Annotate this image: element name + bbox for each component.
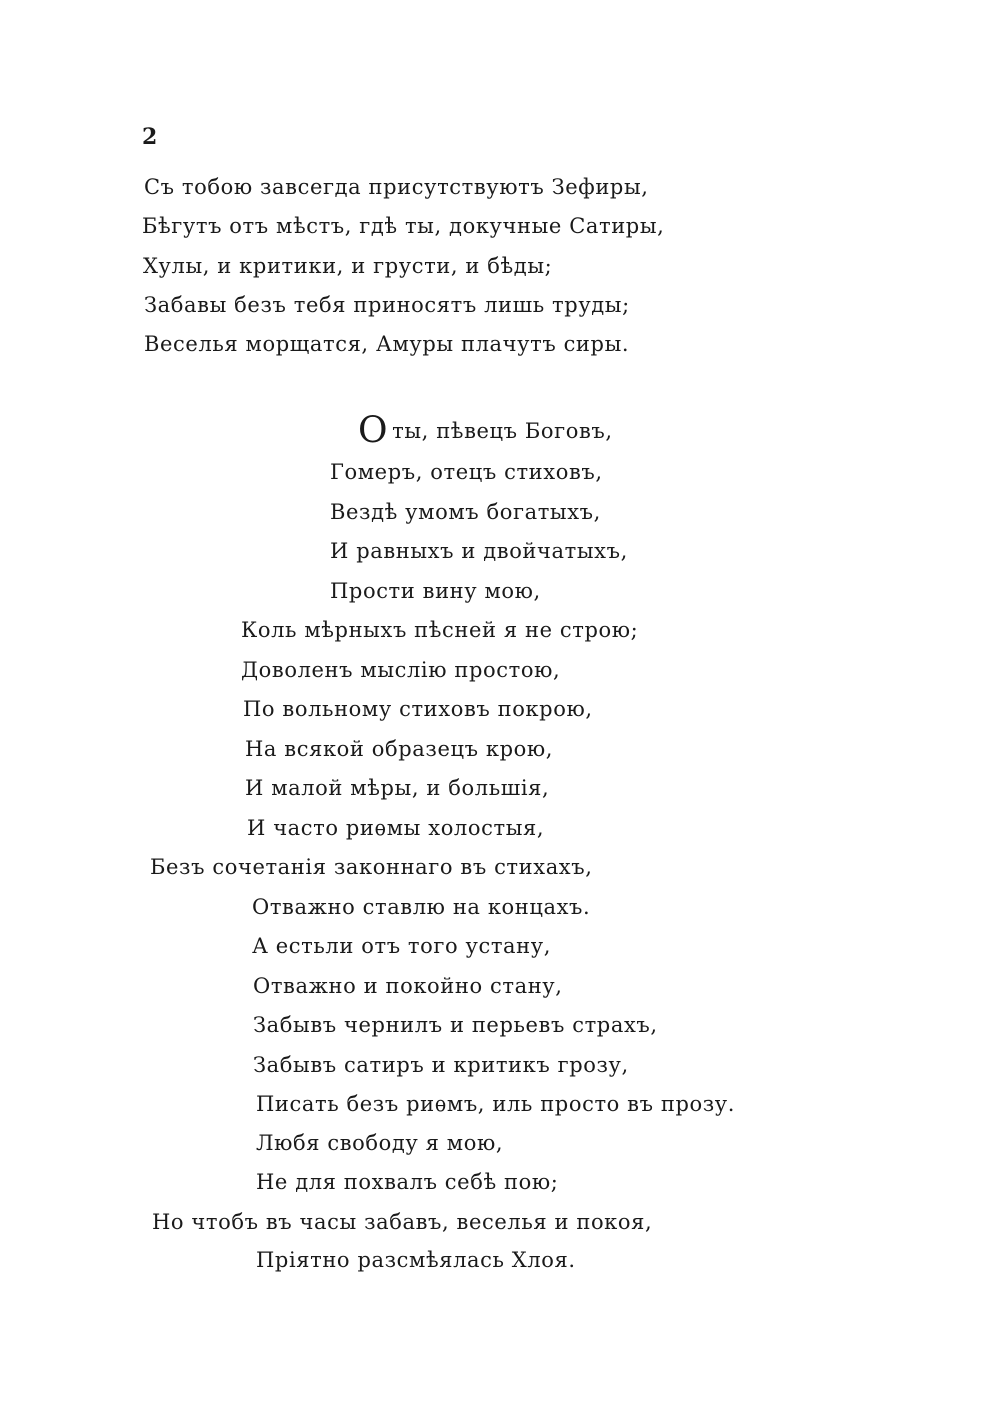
drop-cap: О <box>358 410 389 451</box>
ode-line: Любя свободу я мою, <box>256 1131 504 1155</box>
ode-line: Забывъ сатиръ и критикъ грозу, <box>253 1053 629 1077</box>
stanza-line: Съ тобою завсегда присутствуютъ Зефиры, <box>144 175 649 199</box>
ode-line: Но чтобъ въ часы забавъ, веселья и покоя, <box>152 1210 653 1234</box>
ode-line: Пріятно разсмѣялась Хлоя. <box>256 1248 576 1272</box>
page-number: 2 <box>142 124 158 150</box>
stanza-line: Веселья морщатся, Амуры плачутъ сиры. <box>144 332 630 356</box>
ode-line: Забывъ чернилъ и перьевъ страхъ, <box>253 1013 658 1037</box>
stanza-line: Бѣгутъ отъ мѣстъ, гдѣ ты, докучные Сатиры, <box>142 214 665 238</box>
ode-line: Отважно и покойно стану, <box>253 974 563 998</box>
ode-line: Вездѣ умомъ богатыхъ, <box>330 500 601 524</box>
ode-line: Безъ сочетанія законнаго въ стихахъ, <box>150 855 593 879</box>
ode-line: Доволенъ мыслію простою, <box>241 658 561 682</box>
ode-line: По вольному стиховъ покрою, <box>243 697 593 721</box>
ode-line: Не для похвалъ себѣ пою; <box>256 1170 559 1194</box>
ode-line: Отважно ставлю на концахъ. <box>252 895 591 919</box>
ode-line: Прости вину мою, <box>330 579 541 603</box>
ode-line: Коль мѣрныхъ пѣсней я не строю; <box>241 618 639 642</box>
ode-line: На всякой образецъ крою, <box>245 737 554 761</box>
ode-first-line <box>358 410 613 451</box>
ode-line: И малой мѣры, и большія, <box>245 776 550 800</box>
ode-line: А естьли отъ того устану, <box>252 934 551 958</box>
ode-line: Гомеръ, отецъ стиховъ, <box>330 460 603 484</box>
ode-line: Писать безъ риѳмъ, иль просто въ прозу. <box>256 1092 736 1116</box>
ode-line: И равныхъ и двойчатыхъ, <box>330 539 628 563</box>
ode-line: ты, пѣвецъ Боговъ, <box>392 419 613 443</box>
stanza-line: Забавы безъ тебя приносятъ лишь труды; <box>144 293 630 317</box>
stanza-line: Хулы, и критики, и грусти, и бѣды; <box>143 254 553 278</box>
ode-line: И часто риѳмы холостыя, <box>247 816 545 840</box>
